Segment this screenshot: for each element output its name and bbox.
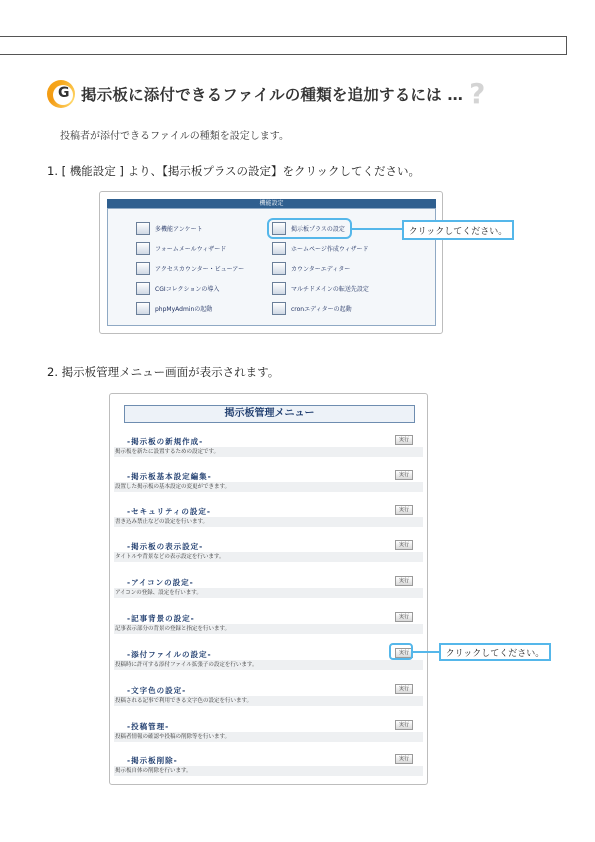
run-button-attachments[interactable]: 実行 — [395, 648, 413, 658]
menu-row-icons: -アイコンの設定- 実行 アイコンの登録、設定を行います。 — [114, 573, 423, 609]
highlight-attachments-run — [389, 643, 413, 660]
run-button[interactable]: 実行 — [395, 754, 413, 764]
cgi-icon — [136, 282, 150, 295]
run-button[interactable]: 実行 — [395, 576, 413, 586]
menu-row-display: -掲示板の表示設定- 実行 タイトルや背景などの表示設定を行います。 — [114, 537, 423, 573]
question-mark-icon: ? — [469, 77, 486, 110]
step-2-text: 2. 掲示板管理メニュー画面が表示されます。 — [47, 365, 280, 379]
callout-click-2: クリックしてください。 — [439, 643, 551, 661]
url-transfer-icon — [272, 282, 286, 295]
run-button[interactable]: 実行 — [395, 612, 413, 622]
feature-formmail[interactable]: フォームメールウィザード — [136, 242, 226, 255]
feature-cgi-collection[interactable]: CGIコレクションの導入 — [136, 282, 219, 295]
callout-connector-1 — [352, 228, 402, 230]
callout-connector-2 — [413, 651, 439, 653]
counter-editor-icon — [272, 262, 286, 275]
menu-row-post-management: -投稿管理- 実行 投稿者情報の確認や投稿の削除等を行います。 — [114, 717, 423, 753]
section-heading — [47, 79, 485, 109]
function-settings-header: 機能設定 — [107, 199, 436, 208]
menu-row-new-board: -掲示板の新規作成- 実行 掲示板を新たに設置するための設定です。 — [114, 432, 423, 468]
highlight-bbs-plus — [267, 218, 352, 239]
feature-survey[interactable]: 多機能アンケート — [136, 222, 203, 235]
step-1-text: 1. [ 機能設定 ] より、【掲示板プラスの設定】をクリックしてください。 — [47, 164, 421, 178]
feature-bbs-plus[interactable]: 掲示板プラスの設定 — [272, 222, 345, 235]
run-button[interactable]: 実行 — [395, 435, 413, 445]
feature-access-counter[interactable]: アクセスカウンター・ビューアー — [136, 262, 244, 275]
callout-click-1: クリックしてください。 — [402, 220, 514, 240]
run-button[interactable]: 実行 — [395, 684, 413, 694]
run-button[interactable]: 実行 — [395, 505, 413, 515]
run-button[interactable]: 実行 — [395, 720, 413, 730]
menu-row-basic-settings: -掲示板基本設定編集- 実行 設置した掲示板の基本設定の変更ができます。 — [114, 467, 423, 503]
survey-icon — [136, 222, 150, 235]
run-button[interactable]: 実行 — [395, 470, 413, 480]
menu-row-text-color: -文字色の設定- 実行 投稿される記事で利用できる文字色の設定を行います。 — [114, 681, 423, 717]
feature-multidomain[interactable]: マルチドメインの転送先設定 — [272, 282, 369, 295]
bbs-admin-menu-screenshot — [109, 393, 428, 785]
function-settings-screenshot — [99, 191, 443, 334]
bbs-menu-title: 掲示板管理メニュー — [124, 405, 415, 423]
cron-editor-icon — [272, 302, 286, 315]
feature-homepage-wizard[interactable]: ホームページ作成ウィザード — [272, 242, 369, 255]
menu-row-article-bg: -記事背景の設定- 実行 記事表示部分の背景の登録と指定を行います。 — [114, 609, 423, 645]
access-counter-icon — [136, 262, 150, 275]
run-button[interactable]: 実行 — [395, 540, 413, 550]
page-title: 掲示板に添付できるファイルの種類を追加するには … — [81, 86, 464, 104]
feature-counter-editor[interactable]: カウンターエディター — [272, 262, 350, 275]
menu-row-attachments: -添付ファイルの設定- 実行 投稿時に許可する添付ファイル拡張子の設定を行います。 — [114, 645, 423, 681]
section-g-badge-icon: G — [47, 80, 75, 108]
homepage-wizard-icon — [272, 242, 286, 255]
menu-row-delete-board: -掲示板削除- 実行 掲示板自体の削除を行います。 — [114, 751, 423, 787]
feature-phpmyadmin[interactable]: phpMyAdminの起動 — [136, 302, 212, 315]
feature-cron-editor[interactable]: cronエディターの起動 — [272, 302, 352, 315]
top-border-bar — [0, 36, 567, 55]
form-mail-icon — [136, 242, 150, 255]
menu-row-security: -セキュリティの設定- 実行 書き込み禁止などの設定を行います。 — [114, 502, 423, 538]
phpmyadmin-icon — [136, 302, 150, 315]
intro-text: 投稿者が添付できるファイルの種類を設定します。 — [60, 131, 289, 142]
